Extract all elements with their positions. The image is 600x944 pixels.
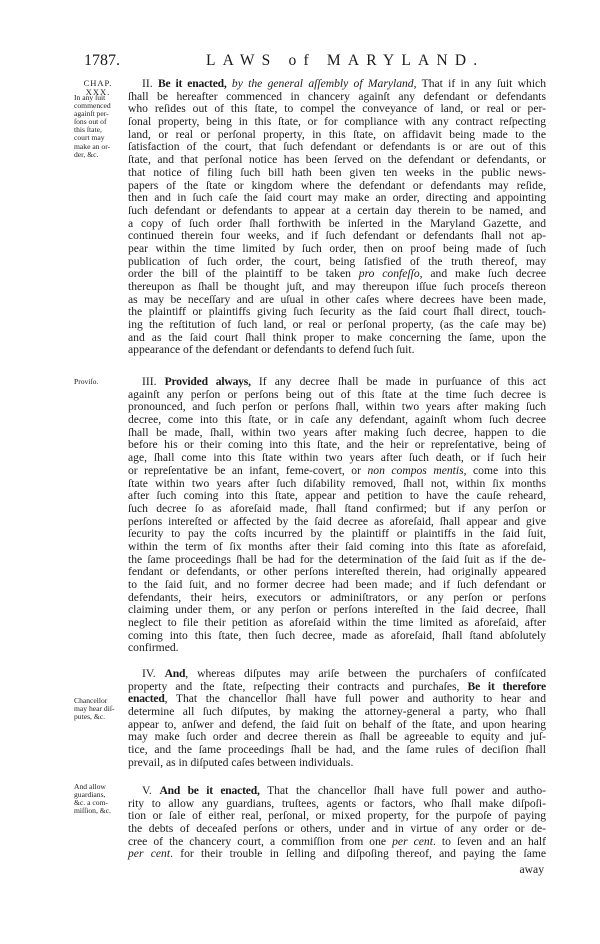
text-run: IV. bbox=[142, 667, 165, 680]
text-line: coming into this ſtate, then ſuch decree, made as aforeſaid, ſhall ſtand abſolutely bbox=[128, 628, 546, 642]
margin-note-line: Chancellor bbox=[74, 696, 108, 705]
text-line: pronounced, and ſuch perſon or perſons ſhall, within two years after making ſuch bbox=[128, 400, 546, 414]
running-title: LAWS of MARYLAND. bbox=[206, 52, 485, 69]
text-line: ſtate, and that perſonal notice has been ſerved on the defendant or defendants, or bbox=[128, 153, 546, 167]
text-line: rity to allow any guardians, truſtees, agents or factors, who ſhall make diſpoſi- bbox=[128, 796, 546, 810]
text-line: tice, and the ſame proceedings ſhall be had, and the ſame rules of deciſion ſhall bbox=[128, 743, 546, 757]
text-line: and as the ſaid court ſhall think proper to make concerning the ſame, upon the bbox=[128, 330, 546, 344]
italic-phrase: per cent bbox=[128, 847, 171, 861]
blackletter-phrase: And bbox=[164, 667, 186, 680]
blackletter-phrase: enacted bbox=[128, 692, 165, 706]
section-v bbox=[128, 785, 546, 861]
text-line: ſhall be made, ſhall, within two years after making ſuch decree, happen to die bbox=[128, 425, 546, 439]
text-line: againſt any perſon or perſons being out of this ſtate at the time ſuch decree is bbox=[128, 387, 546, 401]
section-iv bbox=[128, 668, 546, 770]
italic-phrase: non compos mentis bbox=[367, 463, 464, 477]
text-line: pear within the time limited by ſuch order, then on proof being made of ſuch bbox=[128, 241, 546, 255]
text-line: after ſuch coming into this ſtate, appear and petition to have the cauſe reheard, bbox=[128, 489, 546, 503]
text-line: then and in ſuch caſe the ſaid court may make an order, directing and appointing bbox=[128, 191, 546, 205]
margin-note-line: guardians, bbox=[74, 790, 106, 800]
text-run: That if in any ſuit which bbox=[416, 77, 547, 90]
text-run: If any decree ſhall be made in purſuance of this act bbox=[250, 375, 546, 388]
text-line: confirmed. bbox=[128, 641, 179, 655]
italic-phrase: by the general aſſembly of Maryland, bbox=[231, 77, 417, 90]
text-line bbox=[128, 376, 546, 389]
text-line: that notice of filing ſuch bill hath been given ten weeks in the public news- bbox=[128, 165, 546, 179]
text-run: V. bbox=[142, 784, 160, 797]
italic-phrase: per cent bbox=[392, 834, 433, 848]
text-line: appear to, anſwer and defend, the ſaid ſuit on behalf of the ſtate, and upon hearing bbox=[128, 717, 546, 731]
text-run: , whereas diſputes may ariſe between the purchaſers of confiſcated bbox=[185, 667, 546, 680]
text-line: ſtate within two years after ſuch diſability removed, ſhall not, within ſix months bbox=[128, 476, 546, 490]
margin-note-line: may hear diſ- bbox=[74, 704, 115, 714]
text-run: , and make ſuch decree bbox=[419, 267, 546, 281]
blackletter-phrase: Provided always, bbox=[164, 375, 251, 388]
margin-note-line: &c. a com- bbox=[74, 798, 108, 808]
text-line: defendants, their heirs, executors or adminiſtrators, or any perſon or perſons bbox=[128, 590, 546, 604]
text-line: decree, come into this ſtate, or in caſe any defendant, againſt whom ſuch decree bbox=[128, 413, 546, 427]
margin-note-line: court may bbox=[74, 133, 105, 143]
margin-note-line: der, &c. bbox=[74, 149, 99, 159]
text-line: prevail, as in diſputed caſes between individuals. bbox=[128, 755, 354, 769]
text-run: III. bbox=[142, 375, 165, 388]
text-run: II. bbox=[142, 77, 158, 90]
text-line: thereupon as ſhall be thought juſt, and may thereupon iſſue ſuch proceſs thereon bbox=[128, 280, 546, 293]
margin-note-line: CHAP. bbox=[83, 78, 113, 88]
text-line: may make ſuch order and decree therein as ſhall be agreeable to equity and juſ- bbox=[128, 730, 546, 744]
text-line: appearance of the defendant or defendants to defend ſuch ſuit. bbox=[128, 343, 415, 357]
text-line bbox=[128, 78, 546, 91]
margin-note-line: commenced bbox=[74, 101, 111, 111]
text-line bbox=[128, 785, 546, 798]
text-line: perſons intereſted or affected by the ſaid decree as aforeſaid, ſhall appear and give bbox=[128, 514, 546, 528]
text-line: determine all ſuch diſputes, by making the attorney-general a party, who ſhall bbox=[128, 705, 546, 719]
margin-note-line: miſſion, &c. bbox=[74, 806, 111, 816]
text-line: ſecurity to pay the coſts incurred by the plaintiff or plaintiffs in the ſaid ſuit, bbox=[128, 527, 546, 541]
blackletter-phrase: And be it enacted, bbox=[159, 784, 260, 797]
blackletter-phrase: Be it therefore bbox=[467, 679, 546, 693]
margin-note-commission bbox=[74, 783, 126, 815]
catchword: away bbox=[519, 863, 544, 876]
margin-note-line: And allow bbox=[74, 782, 106, 791]
text-line: age, ſhall come into this ſtate within two years after ſuch death, or if ſuch heir bbox=[128, 451, 546, 465]
text-line: neglect to file their petition as aforeſaid within the time limited as aforeſaid, after bbox=[128, 616, 546, 630]
text-line: publication of ſuch order, the court, being ſatisfied of the truth thereof, may bbox=[128, 254, 546, 268]
margin-note-line: XXX. bbox=[85, 86, 111, 97]
text-run: . to ſeven and an half bbox=[432, 834, 546, 848]
blackletter-phrase: Be it enacted, bbox=[157, 77, 227, 90]
margin-note-line: Proviſo. bbox=[74, 377, 99, 386]
margin-note-chancellor bbox=[74, 697, 126, 721]
text-line: papers of the ſtate or kingdom where the defendant or defendants may reſide, bbox=[128, 178, 546, 192]
text-line: the debts of deceaſed perſons or others, under and in virtue of any order or de- bbox=[128, 822, 546, 836]
text-line: within the term of ſix months after their ſaid coming into this ſtate as aforeſaid, bbox=[128, 539, 546, 553]
margin-note-line: this ſtate, bbox=[74, 125, 102, 135]
text-run: or repreſentative be an infant, feme-covert, or bbox=[128, 463, 368, 477]
margin-note-line: ſons out of bbox=[74, 117, 107, 127]
text-line: to the ſaid ſuit, and no former decree had been made; and if ſuch defendant or bbox=[128, 578, 546, 591]
text-line: the ſame proceedings ſhall be had for the determination of the ſaid ſuit as if the de- bbox=[128, 552, 546, 566]
text-line: as may be neceſſary and are uſual in other caſes where decrees have been made, bbox=[128, 292, 546, 306]
text-run: , come into this bbox=[463, 463, 546, 477]
text-run: . for their trouble in ſelling and diſpoſing thereof, and paying the ſame bbox=[170, 847, 546, 861]
text-line: the plaintiff or plaintiffs giving ſuch ſecurity as the ſaid court ſhall direct, touch- bbox=[128, 305, 546, 319]
text-run: order the bill of the plaintiff to be taken bbox=[128, 267, 359, 281]
italic-phrase: pro confeſſo bbox=[358, 267, 420, 281]
text-line bbox=[128, 465, 546, 478]
text-run: cree of the chancery court, a commiſſion from one bbox=[128, 834, 393, 848]
text-line: land, or real or perſonal property, in this ſtate, on affidavit being made to the bbox=[128, 127, 546, 141]
margin-note-section-ii bbox=[74, 94, 126, 159]
text-line: before his or their coming into this ſtate, and the heir or repreſentative, being of bbox=[128, 438, 546, 452]
section-ii bbox=[128, 78, 546, 357]
text-run: , That the chancellor ſhall have full power and authority to hear and bbox=[164, 692, 546, 706]
text-line: claiming under them, or any perſon or perſons intereſted in the ſaid decree, ſhall bbox=[128, 603, 546, 617]
margin-note-proviso bbox=[74, 378, 126, 386]
text-run: property and the ſtate, reſpecting their contracts and purchaſes, bbox=[128, 679, 468, 693]
text-line: ſhall be hereafter commenced in chancery againſt any defendant or defendants bbox=[128, 89, 546, 103]
text-run: That the chancellor ſhall have full power and autho- bbox=[259, 784, 546, 797]
text-line: ſuch defendant or defendants to appear at a certain day therein to be named, and bbox=[128, 203, 546, 217]
text-line: ſuch decree ſo as aforeſaid made, ſhall ſtand confirmed; but if any perſon or bbox=[128, 501, 546, 515]
margin-note-line: againſt per- bbox=[74, 109, 109, 119]
text-line: a copy of ſuch order ſhall forthwith be inſerted in the Maryland Gazette, and bbox=[128, 216, 546, 230]
margin-note-line: make an or- bbox=[74, 141, 111, 151]
section-iii bbox=[128, 376, 546, 655]
margin-note-line: putes, &c. bbox=[74, 712, 106, 722]
page-year: 1787. bbox=[84, 52, 120, 69]
text-line: tion or ſale of either real, perſonal, or mixed property, for the purpoſe of paying bbox=[128, 809, 546, 823]
text-line: ſatisfaction of the court, that ſuch defendant or defendants is or are out of this bbox=[128, 140, 546, 154]
text-line: fendant or defendants, or other perſons intereſted therein, had originally appeared bbox=[128, 565, 546, 579]
text-line bbox=[128, 848, 546, 861]
text-line: continued therein four weeks, and if ſuch defendant or defendants ſhall not ap- bbox=[128, 229, 546, 243]
text-line: who reſides out of this ſtate, to compel the conveyance of land, or real or per- bbox=[128, 102, 546, 116]
text-line: ing the reſtitution of ſuch land, or real or perſonal property, (as the caſe may be) bbox=[128, 318, 546, 332]
margin-note-line: In any ſuit bbox=[74, 93, 106, 102]
text-line: ſonal property, being in this ſtate, or for compliance with any contract reſpecting bbox=[128, 115, 546, 129]
